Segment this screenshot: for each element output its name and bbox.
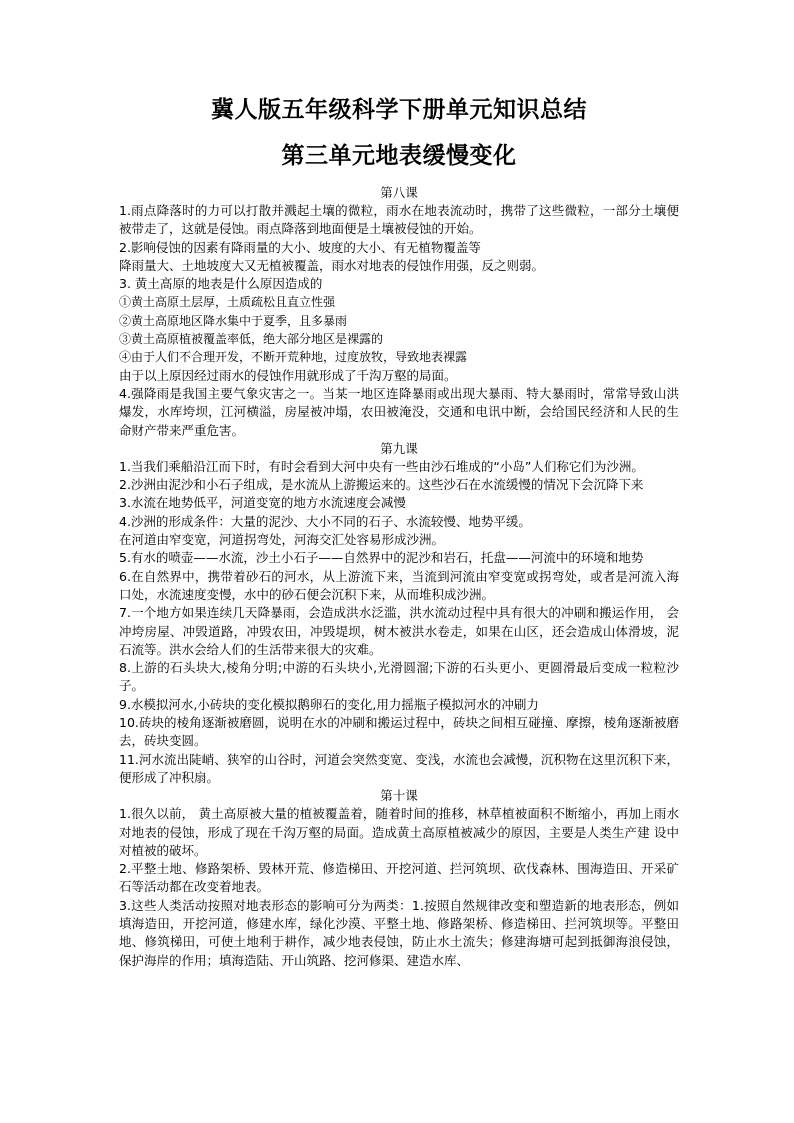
section-lesson-10 [119, 787, 679, 970]
paragraph: 2.沙洲由泥沙和小石子组成，是水流从上游搬运来的。这些沙石在水流缓慢的情况下会沉降下来 [119, 477, 644, 493]
paragraph: 降雨量大、土地坡度大又无植被覆盖，雨水对地表的侵蚀作用强，反之则弱。 [119, 257, 545, 273]
paragraph: 4.强降雨是我国主要气象灾害之一。当某一地区连降暴雨或出现大暴雨、特大暴雨时，常常导致山洪爆发，水库垮坝，江河横溢，房屋被冲塌，农田被淹没，交通和电讯中断，会给国民经济和人民的生命财产带来严重危害。 [119, 385, 679, 438]
paragraph: 6.在自然界中，携带着砂石的河水，从上游流下来，当流到河流由窄变宽或拐弯处，或者是河流入海口处，水流速度变慢，水中的砂石便会沉积下来，从而堆积成沙洲。 [119, 568, 679, 602]
section-lesson-9 [119, 440, 679, 787]
paragraph: 由于以上原因经过雨水的侵蚀作用就形成了千沟万壑的局面。 [119, 367, 457, 383]
section-lesson-8 [119, 184, 679, 440]
unit-title: 第三单元地表缓慢变化 [281, 142, 517, 169]
paragraph: 8.上游的石头块大,棱角分明;中游的石头块小,光滑圆溜;下游的石头更小、更圆滑最后变成一粒粒沙子。 [119, 660, 679, 694]
paragraph: 5.有水的喷壶——水流，沙土小石子——自然界中的泥沙和岩石，托盘——河流中的环境和地势 [119, 550, 644, 566]
document-title: 冀人版五年级科学下册单元知识总结 [211, 96, 587, 123]
paragraph: 3.这些人类活动按照对地表形态的影响可分为两类：1.按照自然规律改变和塑造新的地表形态，例如填海造田，开挖河道，修建水库，绿化沙漠、平整土地、修路架桥、修造梯田、拦河筑坝等。平整田地、修筑梯田，可使土地利于耕作，减少地表侵蚀，防止水土流失；修建海塘可起到抵御海浪侵蚀，保护海岸的作用；填海造陆、开山筑路、挖河修渠、建造水库、 [119, 897, 679, 968]
paragraph: 1.当我们乘船沿江而下时，有时会看到大河中央有一些由沙石堆成的“小岛”人们称它们为沙洲。 [119, 458, 644, 474]
list-item: ③黄土高原植被覆盖率低，绝大部分地区是裸露的 [119, 332, 384, 347]
section-heading: 第十课 [380, 788, 418, 804]
paragraph: 2.平整土地、修路架桥、毁林开荒、修造梯田、开挖河道、拦河筑坝、砍伐森林、围海造田、开采矿石等活动都在改变着地表。 [119, 861, 679, 895]
paragraph: 在河道由窄变宽，河道拐弯处，河海交汇处容易形成沙洲。 [119, 532, 445, 548]
list-item: ①黄土高原土层厚，土质疏松且直立性强 [119, 295, 336, 310]
paragraph: 10.砖块的棱角逐渐被磨圆，说明在水的冲刷和搬运过程中，砖块之间相互碰撞、摩擦，棱角逐渐被磨去，砖块变圆。 [119, 715, 679, 749]
paragraph: 11.河水流出陡峭、狭窄的山谷时，河道会突然变宽、变浅，水流也会减慢，沉积物在这里沉积下来，便形成了冲积扇。 [119, 751, 679, 785]
section-heading: 第八课 [380, 185, 418, 200]
document-page [119, 96, 679, 970]
paragraph: 7.一个地方如果连续几天降暴雨，会造成洪水泛滥，洪水流动过程中具有很大的冲刷和搬运作用， 会冲垮房屋、冲毁道路，冲毁农田，冲毁堤坝，树木被洪水卷走，如果在山区，还会造成山体滑坡，泥石流等。洪水会给人们的生活带来很大的灾难。 [119, 605, 679, 657]
list-item: ④由于人们不合理开发，不断开荒种地，过度放牧，导致地表裸露 [119, 350, 468, 365]
paragraph: 1.很久以前， 黄土高原被大量的植被覆盖着，随着时间的推移，林草植被面积不断缩小，再加上雨水对地表的侵蚀，形成了现在千沟万壑的局面。造成黄土高原植被减少的原因，主要是人类生产建 设中对植被的破坏。 [119, 806, 679, 858]
section-heading: 第九课 [380, 440, 418, 456]
paragraph: 3. 黄土高原的地表是什么原因造成的 [119, 276, 323, 292]
paragraph: 1.雨点降落时的力可以打散并溅起土壤的微粒，雨水在地表流动时，携带了这些微粒，一部分土壤便被带走了，这就是侵蚀。雨点降落到地面便是土壤被侵蚀的开始。 [119, 203, 679, 237]
paragraph: 3.水流在地势低平，河道变宽的地方水流速度会减慢 [119, 495, 406, 511]
paragraph: 4.沙洲的形成条件：大量的泥沙、大小不同的石子、水流较慢、地势平缓。 [119, 513, 531, 529]
paragraph: 2.影响侵蚀的因素有降雨量的大小、坡度的大小、有无植物覆盖等 [119, 239, 481, 255]
list-item: ②黄土高原地区降水集中于夏季，且多暴雨 [119, 313, 348, 328]
paragraph: 9.水模拟河水,小砖块的变化模拟鹅卵石的变化,用力摇瓶子模拟河水的冲刷力 [119, 696, 539, 712]
